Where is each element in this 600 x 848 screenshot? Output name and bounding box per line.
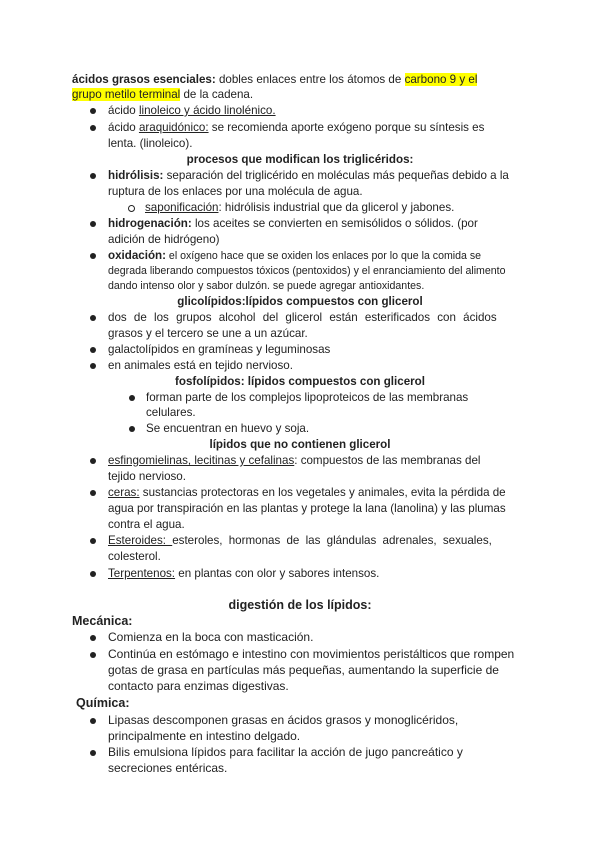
list-item: forman parte de los complejos lipoproteicos de las membranas <box>146 391 469 404</box>
bullet-icon <box>90 221 96 227</box>
list-item <box>108 533 492 549</box>
heading-digestion: digestión de los lípidos: <box>228 598 372 612</box>
label-quimica: Química: <box>76 696 130 710</box>
item-text: esteroles, hormonas de las glándulas adrenales, sexuales, <box>172 534 492 547</box>
item-prefix: ácido <box>108 121 139 134</box>
item-text: : compuestos de las membranas del <box>294 454 481 467</box>
bullet-icon <box>129 395 135 401</box>
list-item: en animales está en tejido nervioso. <box>108 359 293 372</box>
item-text: en plantas con olor y sabores intensos. <box>175 567 380 580</box>
term-hidrogenacion: hidrogenación: <box>108 217 192 230</box>
intro-line-2 <box>72 87 253 103</box>
list-item-cont: grasos y el tercero se une a un azúcar. <box>108 327 308 340</box>
list-item <box>108 485 506 501</box>
list-item: Se encuentran en huevo y soja. <box>146 422 310 435</box>
sub-list-item <box>145 200 454 216</box>
highlight-carbono: carbono 9 y el <box>404 73 478 86</box>
intro-text-2: de la cadena. <box>180 88 254 101</box>
list-item <box>108 453 481 469</box>
item-text: el oxígeno hace que se oxiden los enlaces por lo que la comida se <box>165 250 482 262</box>
bullet-icon <box>90 253 96 259</box>
list-item <box>108 248 481 265</box>
bullet-icon <box>90 750 96 756</box>
heading-glicolipidos: glicolípidos:lípidos compuestos con glicerol <box>177 295 423 308</box>
item-prefix: ácido <box>108 104 139 117</box>
list-item: Lipasas descomponen grasas en ácidos grasos y monoglicéridos, <box>108 713 459 727</box>
list-item <box>108 566 379 582</box>
heading-sin-glicerol: lípidos que no contienen glicerol <box>209 438 391 451</box>
list-item-cont: ruptura de los enlaces por una molécula de agua. <box>108 185 363 198</box>
intro-line-1 <box>72 72 477 88</box>
bullet-icon <box>90 635 96 641</box>
bullet-icon <box>90 718 96 724</box>
list-item: Bilis emulsiona lípidos para facilitar la acción de jugo pancreático y <box>108 745 463 759</box>
intro-title: ácidos grasos esenciales: <box>72 73 216 86</box>
bullet-icon <box>129 426 135 432</box>
bullet-icon <box>90 108 96 114</box>
list-item-cont: adición de hidrógeno) <box>108 233 220 246</box>
term-oxidacion: oxidación: <box>108 249 166 262</box>
list-item <box>108 103 276 119</box>
heading-procesos: procesos que modifican los triglicéridos: <box>186 153 414 166</box>
list-item-cont: principalmente en intestino delgado. <box>108 729 301 743</box>
intro-text-1: dobles enlaces entre los átomos de <box>215 73 405 86</box>
term-hidrolisis: hidrólisis: <box>108 169 164 182</box>
term-terpentenos: Terpentenos: <box>108 567 176 580</box>
item-underlined: araquidónico: <box>138 121 209 134</box>
list-item-cont: degrada liberando compuestos tóxicos (pentoxidos) y el enranciamiento del alimento <box>108 265 506 277</box>
list-item <box>108 216 478 232</box>
item-text: los aceites se convierten en semisólidos o sólidos. (por <box>191 217 478 230</box>
term-ceras: ceras: <box>108 486 140 499</box>
list-item-cont: lenta. (linoleico). <box>108 137 193 150</box>
term-saponificacion: saponificación <box>145 201 219 214</box>
item-text: separación del triglicérido en moléculas más pequeñas debido a la <box>163 169 509 182</box>
list-item <box>108 168 509 184</box>
list-item-cont: dando intenso olor y sabor dulzón. se puede agregar antioxidantes. <box>108 280 425 292</box>
list-item-cont: tejido nervioso. <box>108 470 186 483</box>
list-item-cont: contacto para enzimas digestivas. <box>108 679 289 693</box>
bullet-icon <box>90 458 96 464</box>
bullet-icon <box>90 125 96 131</box>
highlight-grupo-metilo: grupo metilo terminal <box>72 88 181 101</box>
bullet-icon <box>90 347 96 353</box>
list-item-cont: gotas de grasa en partículas más pequeñas, aumentando la superficie de <box>108 663 499 677</box>
term-esteroides: Esteroides: <box>108 534 173 547</box>
bullet-icon <box>90 652 96 658</box>
bullet-icon <box>90 538 96 544</box>
list-item-cont: contra el agua. <box>108 518 185 531</box>
list-item: Continúa en estómago e intestino con movimientos peristálticos que rompen <box>108 647 515 661</box>
bullet-icon <box>90 173 96 179</box>
list-item: galactolípidos en gramíneas y leguminosas <box>108 343 331 356</box>
label-mecanica: Mecánica: <box>72 614 133 628</box>
heading-fosfolipidos: fosfolípidos: lípidos compuestos con glicerol <box>175 375 425 388</box>
list-item <box>108 120 484 136</box>
list-item-cont: agua por transpiración en las plantas y protege la lana (lanolina) y las plumas <box>108 502 506 515</box>
list-item: Comienza en la boca con masticación. <box>108 630 314 644</box>
list-item: dos de los grupos alcohol del glicerol están esterificados con ácidos <box>108 311 497 324</box>
hollow-bullet-icon <box>128 205 135 212</box>
bullet-icon <box>90 571 96 577</box>
bullet-icon <box>90 363 96 369</box>
bullet-icon <box>90 315 96 321</box>
list-item-cont: celulares. <box>146 406 196 419</box>
list-item-cont: colesterol. <box>108 550 161 563</box>
item-text: sustancias protectoras en los vegetales y animales, evita la pérdida de <box>139 486 506 499</box>
term-esfingomielinas: esfingomielinas, lecitinas y cefalinas <box>108 454 295 467</box>
list-item-cont: secreciones entéricas. <box>108 761 228 775</box>
item-underlined: linoleico y ácido linolénico. <box>138 104 276 117</box>
item-text: : hidrólisis industrial que da glicerol y jabones. <box>218 201 455 214</box>
item-text: se recomienda aporte exógeno porque su síntesis es <box>208 121 485 134</box>
bullet-icon <box>90 490 96 496</box>
